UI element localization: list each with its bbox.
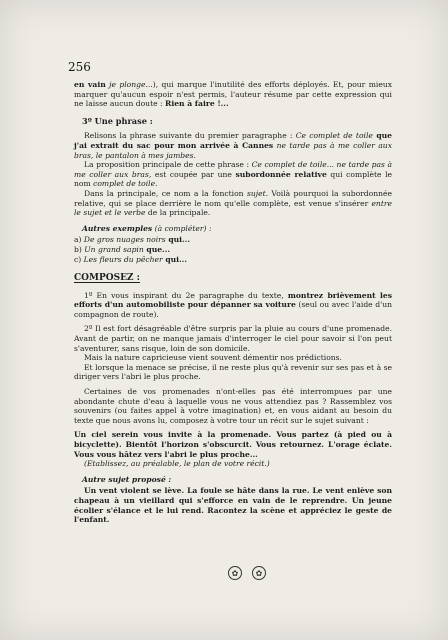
paragraph-nature: Mais la nature capricieuse vient souvent démentir nos prédictions. — [84, 353, 342, 363]
italic-phrase: Ce complet de toile — [295, 131, 373, 141]
subject-bold: Un ciel serein vous invite à la promenade. Vous partez (à pied ou à bicyclette). Bientôt l'horizon s'obscurcit. Vous retournez. L'orage éclate. Vous vous hâtez vers l'abri le plus proche... — [74, 430, 392, 459]
examples-note: (à compléter) : — [152, 223, 212, 233]
text-span: (seul ou avec l'aide d'un compagnon de route). — [74, 300, 392, 319]
text-span: est coupée par une — [151, 169, 236, 179]
paragraph-relisons — [74, 131, 392, 160]
bold-phrase: subordonnée relative — [235, 169, 327, 179]
paragraph-proposition — [74, 160, 392, 189]
text-span: Dans la principale, ce nom a la fonction — [84, 188, 247, 198]
text-span: 1º En vous inspirant du 2e paragraphe du texte, — [84, 290, 288, 300]
bold-phrase: en vain — [74, 80, 106, 89]
section-title: Une phrase : — [94, 115, 153, 126]
text-span: La proposition principale de cette phrase : — [84, 160, 252, 170]
other-subject-heading — [82, 475, 392, 485]
paragraph-principale — [74, 189, 392, 218]
example-text: De gros nuages noirs — [83, 235, 166, 245]
text-span: Voilà pourquoi la subordonnée relative, qui se place derrière le nom qu'elle complète, est venue s'insérer — [74, 188, 392, 208]
composez-heading: COMPOSEZ : — [74, 273, 140, 284]
examples-heading — [82, 224, 392, 234]
bold-phrase: Rien à faire !... — [165, 99, 229, 109]
text-span: ), qui marque l'inutilité des efforts déployés. Et, pour mieux marquer qu'aucun espoir n'est permis, l'auteur résume par cette expression qui ne laisse aucun doute : — [74, 80, 393, 109]
page-number: 256 — [68, 60, 91, 74]
example-text: Un grand sapin — [84, 244, 144, 254]
italic-phrase: complet de toile. — [93, 179, 158, 189]
example-tail: qui... — [165, 235, 190, 245]
text-span: Relisons la phrase suivante du premier paragraphe : — [84, 131, 296, 141]
paragraph-promenades: Certaines de vos promenades n'ont-elles pas été interrompues par une abondante chute d'eau à laquelle vous ne vous attendiez pas ? Rassemblez vos souvenirs (ou faites appel à votre imagination) et, en vous aidant au besoin du texte que nous avons lu, composez à votre tour un récit sur le sujet suivant : — [74, 387, 392, 425]
section-number: 3º — [82, 115, 92, 126]
example-item — [74, 235, 392, 245]
subject-text — [74, 430, 392, 459]
example-item — [74, 255, 392, 265]
italic-phrase: ne tarde pas à me coller aux bras, le pantalon à mes jambes. — [74, 140, 392, 160]
example-tail: que... — [143, 244, 170, 254]
bold-phrase: montrez brièvement les efforts d'un automobiliste pour dépanner sa voiture — [74, 290, 393, 310]
ornament-row — [228, 566, 266, 580]
example-prefix: c) — [74, 254, 84, 264]
flower-ornament-icon: ✿ — [228, 566, 242, 580]
subject-note — [74, 459, 392, 469]
section-heading-3 — [82, 117, 392, 127]
paragraph-intro — [74, 80, 392, 109]
other-subject-title: Autre sujet proposé — [82, 474, 166, 484]
italic-phrase: entre le sujet et le verbe — [74, 198, 392, 218]
other-subject-colon: : — [165, 474, 172, 484]
composez-item-1 — [74, 291, 392, 320]
other-subject-bold: Un vent violent se lève. La foule se hâte dans la rue. Le vent enlève son chapeau à un vieillard qui s'efforce en vain de le reprendre. Un jeune écolier s'élance et le lui rend. Racontez la scène et appréciez le geste de l'enfant. — [74, 486, 392, 525]
example-prefix: a) — [74, 235, 84, 245]
subject-note-text: (Etablissez, au préalable, le plan de votre récit.) — [84, 459, 270, 469]
paragraph-menace: Et lorsque la menace se précise, il ne reste plus qu'à revenir sur ses pas et à se diriger vers l'abri le plus proche. — [74, 362, 392, 382]
example-tail: qui... — [162, 254, 187, 264]
text-span: de la principale. — [145, 208, 211, 218]
flower-ornament-icon: ✿ — [252, 566, 266, 580]
examples-title: Autres exemples — [82, 223, 153, 233]
composez-item-2: 2º Il est fort désagréable d'être surpris par la pluie au cours d'une promenade. Avant de partir, on ne manque jamais d'interroger le ciel pour savoir si l'on peut s'aventurer, sans risque, loin de son domicile. — [74, 324, 392, 353]
text-span: qui complète le nom — [74, 169, 393, 189]
other-subject-text — [74, 486, 392, 524]
bold-phrase: que j'ai extrait du sac pour mon arrivée à Cannes — [74, 131, 392, 150]
italic-phrase: sujet. — [246, 188, 269, 198]
example-text: Les fleurs du pêcher — [83, 254, 163, 264]
italic-phrase: Ce complet de toile... ne tarde pas à me coller aux bras, — [74, 160, 392, 179]
example-item — [74, 245, 392, 255]
page-content — [74, 80, 392, 525]
italic-phrase: je plonge... — [105, 80, 153, 89]
example-prefix: b) — [74, 244, 85, 254]
